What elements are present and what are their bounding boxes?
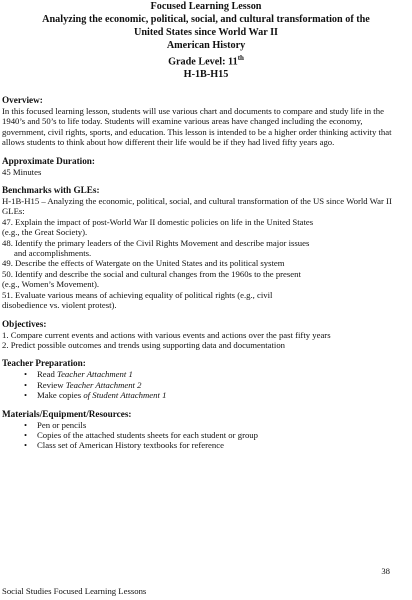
benchmark-text: H-1B-H15 – Analyzing the economic, political, social, and cultural transformation of the US since World War II — [2, 196, 392, 207]
list-item — [24, 369, 412, 379]
gle-item — [2, 290, 412, 311]
gle-line-continued: (e.g., Women’s Movement). — [2, 279, 100, 290]
attachment-reference: Teacher Attachment 1 — [57, 369, 133, 380]
bullet-icon: • — [24, 440, 28, 451]
gle-item — [2, 238, 412, 259]
attachment-reference: of Student Attachment 1 — [83, 390, 167, 401]
bullet-icon: • — [24, 369, 28, 380]
header-title: Focused Learning Lesson — [150, 1, 262, 12]
duration-text: 45 Minutes — [2, 166, 42, 177]
gle-line: 51. Evaluate various means of achieving equality of political rights (e.g., civil — [2, 289, 273, 300]
teacher-preparation-heading: Teacher Preparation: — [2, 358, 86, 369]
list-item-text: Copies of the attached students sheets for each student or group — [37, 429, 258, 440]
header-topic-line-1: Analyzing the economic, political, social, and cultural transformation of the — [42, 14, 370, 25]
lesson-body — [0, 95, 412, 451]
objective-item: 1. Compare current events and actions with various events and actions over the past fifty years — [2, 329, 331, 340]
attachment-reference: Teacher Attachment 2 — [65, 379, 142, 390]
lesson-header — [0, 0, 412, 81]
gle-line: 50. Identify and describe the social and cultural changes from the 1960s to the present — [2, 268, 301, 279]
bullet-icon: • — [24, 419, 28, 430]
benchmarks-section — [2, 185, 412, 310]
materials-list — [2, 420, 412, 451]
overview-section — [2, 95, 412, 148]
header-grade-level — [0, 52, 412, 68]
grade-level-ordinal: th — [237, 54, 244, 62]
list-item-text: Read — [37, 369, 58, 380]
duration-section — [2, 156, 412, 177]
list-item-text: Class set of American History textbooks for reference — [37, 440, 224, 451]
benchmarks-heading: Benchmarks with GLEs: — [2, 185, 100, 196]
list-item — [24, 440, 412, 450]
list-item-text: Review — [37, 379, 66, 390]
gle-line: 47. Explain the impact of post-World War II domestic policies on life in the United States — [2, 216, 314, 227]
list-item-text: Make copies — [37, 390, 84, 401]
overview-heading: Overview: — [2, 95, 43, 105]
header-topic-line-2: United States since World War II — [133, 27, 279, 38]
teacher-preparation-section — [2, 358, 412, 400]
teacher-preparation-list — [2, 369, 412, 400]
gle-line-continued: and accomplishments. — [14, 248, 92, 259]
list-item — [24, 430, 412, 440]
header-subject: American History — [166, 40, 246, 51]
gle-line: 49. Describe the effects of Watergate on the United States and its political system — [2, 258, 285, 269]
list-item — [24, 420, 412, 430]
page-number: 38 — [381, 566, 390, 576]
page-footer: Social Studies Focused Learning Lessons — [2, 586, 147, 596]
grade-level-text: Grade Level: 11 — [168, 56, 238, 68]
gle-item — [2, 217, 412, 238]
list-item — [24, 390, 412, 400]
objectives-heading: Objectives: — [2, 318, 47, 329]
overview-text: In this focused learning lesson, students will use various chart and documents to compare and study life in the 1940’s and 50’s to life today. Students will examine various areas have changed including the economy, government, civil rights, sports, and education. This lesson is intended to be a higher order thinking activity that allows students to think about how different their life would be if they had lived fifty years ago. — [2, 106, 392, 148]
gle-line-continued: (e.g., the Great Society). — [2, 227, 88, 238]
objectives-section — [2, 319, 412, 351]
list-item-text: Pen or pencils — [37, 419, 87, 430]
gle-line: 48. Identify the primary leaders of the Civil Rights Movement and describe major issues — [2, 237, 310, 248]
materials-section — [2, 409, 412, 451]
bullet-icon: • — [24, 390, 28, 401]
gles-label: GLEs: — [2, 206, 25, 217]
duration-heading: Approximate Duration: — [2, 155, 95, 166]
gle-item — [2, 269, 412, 290]
gle-item — [2, 258, 412, 268]
materials-heading: Materials/Equipment/Resources: — [2, 408, 132, 419]
bullet-icon: • — [24, 379, 28, 390]
objective-item: 2. Predict possible outcomes and trends using supporting data and documentation — [2, 339, 286, 350]
bullet-icon: • — [24, 429, 28, 440]
header-benchmark-code: H-1B-H15 — [183, 69, 229, 81]
gle-line-continued: disobedience vs. violent protest). — [2, 300, 117, 311]
list-item — [24, 380, 412, 390]
